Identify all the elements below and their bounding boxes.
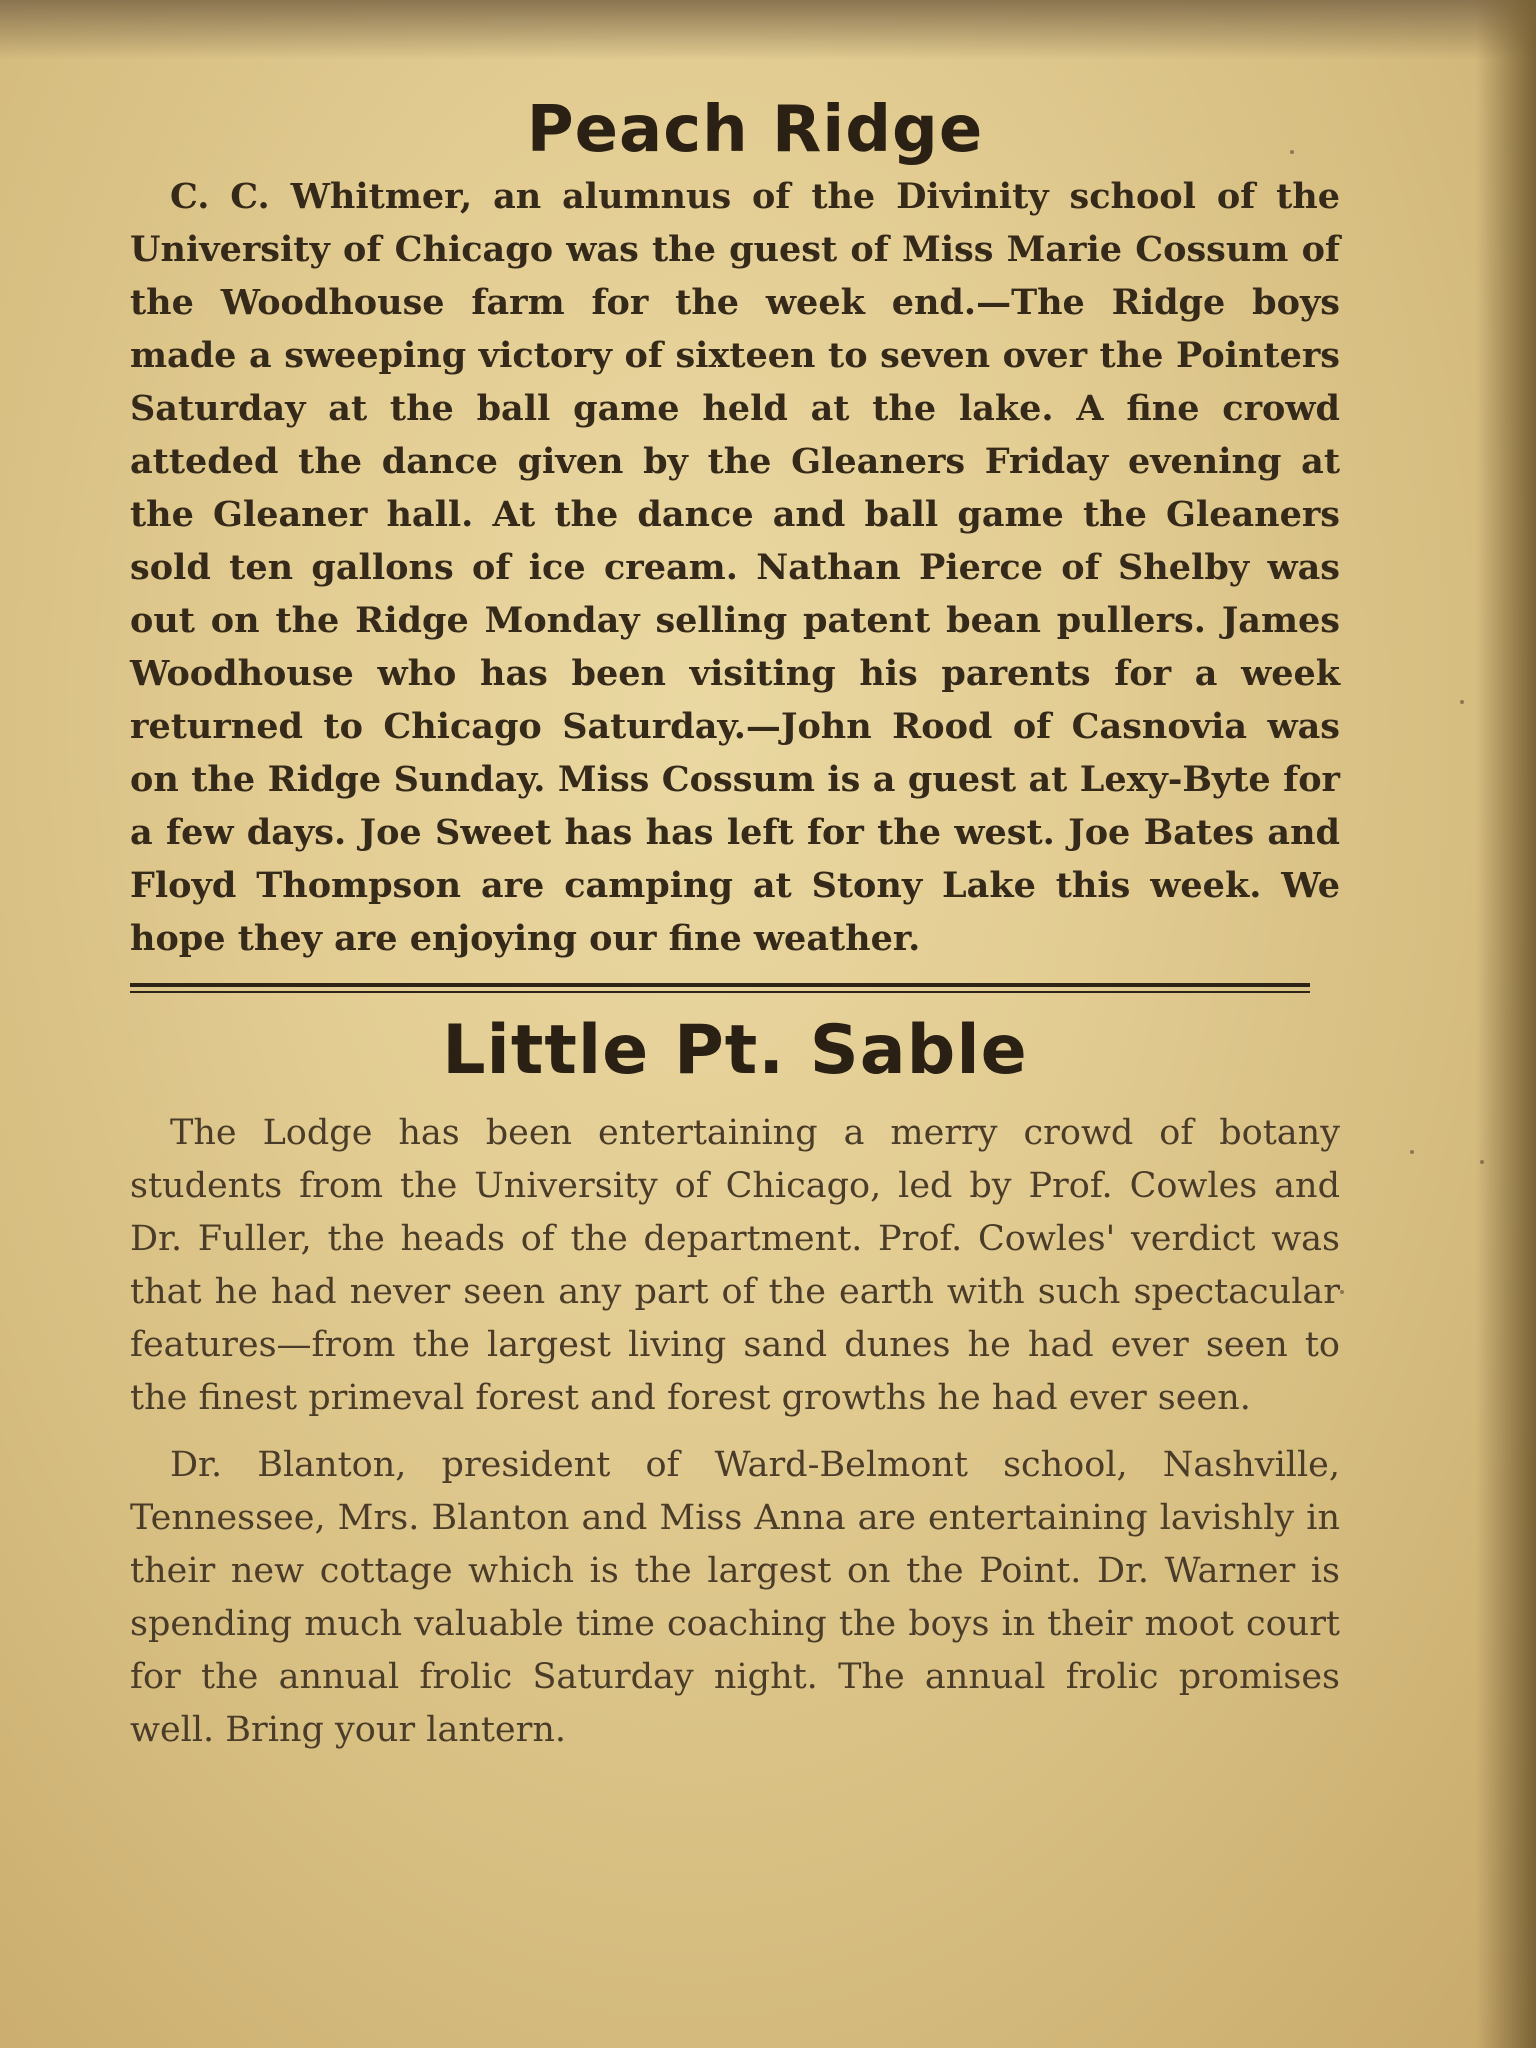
section-little-pt-sable [130,1009,1340,1757]
news-column [130,90,1340,1757]
section-title: Little Pt. Sable [442,1011,1028,1090]
paper-speck [1480,1160,1484,1164]
double-rule-divider [130,983,1310,993]
section-title: Peach Ridge [526,93,984,167]
spacer [130,1093,1340,1107]
page-shadow-right [1476,0,1536,2048]
section-paragraph: The Lodge has been entertaining a merry crowd of botany students from the University of Chicago, led by Prof. Cowles and Dr. Fuller, the heads of the department. Prof. Cowles' verdict was that he had never seen any part of the earth with such spectacular features—from the largest living sand dunes he had ever seen to the finest primeval forest and forest growths he had ever seen. [130,1113,1340,1418]
section-paragraph: Dr. Blanton, president of Ward-Belmont school, Nashville, Tennessee, Mrs. Blanton and Miss Anna are entertaining lavishly in their new cottage which is the largest on the Point. Dr. Warner is spending much valuable time coaching the boys in their moot court for the annual frolic Saturday night. The annual frolic promises well. Bring your lantern. [130,1445,1340,1750]
page-shadow-top [0,0,1536,60]
paper-speck [1410,1150,1414,1154]
section-paragraph: C. C. Whitmer, an alumnus of the Divinity school of the University of Chicago was the guest of Miss Marie Cossum of the Woodhouse farm for the week end.—The Ridge boys made a sweeping victory of sixteen to seven over the Pointers Saturday at the ball game held at the lake. A fine crowd atteded the dance given by the Gleaners Friday evening at the Gleaner hall. At the dance and ball game the Gleaners sold ten gallons of ice cream. Nathan Pierce of Shelby was out on the Ridge Monday selling patent bean pullers. James Woodhouse who has been visiting his parents for a week returned to Chicago Saturday.—John Rood of Casnovia was on the Ridge Sunday. Miss Cossum is a guest at Lexy-Byte for a few days. Joe Sweet has has left for the west. Joe Bates and Floyd Thompson are camping at Stony Lake this week. We hope they are enjoying our fine weather. [130,176,1340,959]
paper-speck [1460,700,1464,704]
section-peach-ridge [130,90,1340,965]
paper-speck [1340,1290,1344,1294]
paper-speck [1290,150,1294,154]
